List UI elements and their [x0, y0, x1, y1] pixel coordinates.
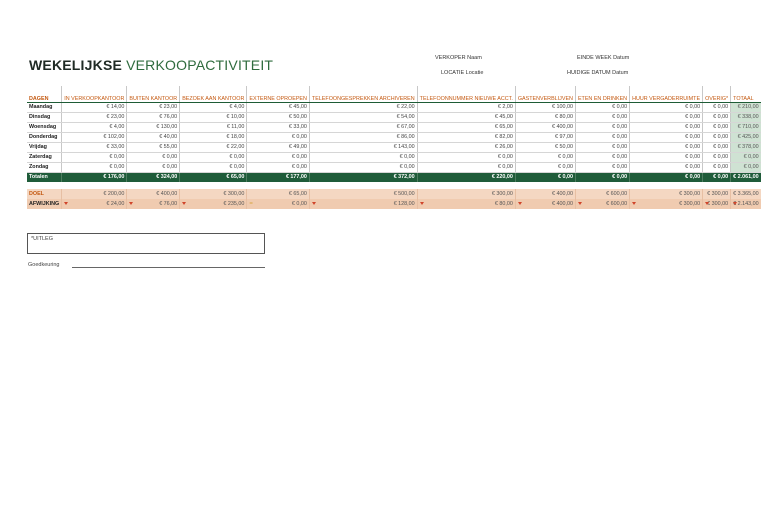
notes-box[interactable]: [27, 233, 265, 254]
table-cell[interactable]: € 0,00: [515, 152, 575, 162]
deviation-value: € 300,00: [679, 201, 701, 207]
title-rest: VERKOOPACTIVITEIT: [126, 57, 274, 73]
deviation-value: € 300,00: [707, 201, 729, 207]
table-row: [27, 122, 761, 132]
title-bold: WEKELIJKSE: [29, 57, 123, 73]
table-cell[interactable]: € 0,00: [630, 142, 703, 152]
salesperson-label: VERKOPER: [435, 55, 466, 61]
row-total-cell: € 210,00: [731, 102, 761, 112]
salesperson-value: Naam: [467, 55, 482, 61]
location-field[interactable]: [441, 70, 483, 76]
week-end-value: Datum: [613, 55, 630, 61]
goal-cell[interactable]: € 300,00: [703, 189, 731, 199]
table-cell[interactable]: € 49,00: [247, 142, 310, 152]
row-day-label: Zondag: [27, 162, 62, 172]
down-arrow-icon: [64, 202, 68, 205]
totals-row: [27, 172, 761, 182]
spacer-cell: [27, 182, 761, 189]
table-row: [27, 102, 761, 112]
goal-total-cell: € 3.365,00: [731, 189, 761, 199]
goal-cell[interactable]: € 300,00: [630, 189, 703, 199]
table-row: [27, 112, 761, 122]
row-total-cell: € 0,00: [731, 162, 761, 172]
table-cell[interactable]: € 0,00: [703, 132, 731, 142]
deviation-cell: [180, 199, 247, 209]
location-value: Locatie: [465, 70, 484, 76]
table-cell[interactable]: € 0,00: [247, 162, 310, 172]
goal-cell[interactable]: € 300,00: [417, 189, 515, 199]
table-cell[interactable]: € 0,00: [417, 152, 515, 162]
down-arrow-icon: [632, 202, 636, 205]
table-cell[interactable]: € 0,00: [62, 152, 127, 162]
table-cell[interactable]: € 0,00: [62, 162, 127, 172]
down-arrow-icon: [420, 202, 424, 205]
current-date-value: Datum: [612, 70, 629, 76]
table-cell[interactable]: € 0,00: [630, 102, 703, 112]
goal-cell[interactable]: € 400,00: [515, 189, 575, 199]
goal-cell[interactable]: € 500,00: [309, 189, 417, 199]
table-cell[interactable]: € 0,00: [703, 162, 731, 172]
table-cell[interactable]: € 0,00: [575, 142, 629, 152]
deviation-row: [27, 199, 761, 209]
goal-row: [27, 189, 761, 199]
grand-total-cell: € 2.061,00: [731, 172, 761, 182]
deviation-label: AFWIJKING: [27, 199, 62, 209]
current-date-label: HUIDIGE DATUM: [567, 70, 611, 76]
table-cell[interactable]: € 0,00: [575, 112, 629, 122]
deviation-value: € 76,00: [159, 201, 178, 207]
table-cell[interactable]: € 0,00: [575, 122, 629, 132]
table-cell[interactable]: € 0,00: [630, 112, 703, 122]
table-cell[interactable]: € 143,00: [309, 142, 417, 152]
table-cell[interactable]: € 130,00: [127, 122, 180, 132]
table-row: [27, 162, 761, 172]
row-day-label: Dinsdag: [27, 112, 62, 122]
goal-cell[interactable]: € 300,00: [180, 189, 247, 199]
spacer-row: [27, 182, 761, 189]
table-cell[interactable]: € 86,00: [309, 132, 417, 142]
table-cell[interactable]: € 23,00: [127, 102, 180, 112]
totals-cell: € 176,00: [62, 172, 127, 182]
table-cell[interactable]: € 0,00: [417, 162, 515, 172]
table-cell[interactable]: € 0,00: [247, 132, 310, 142]
goal-label: DOEL: [27, 189, 62, 199]
table-cell[interactable]: € 0,00: [575, 152, 629, 162]
table-cell[interactable]: € 22,00: [309, 102, 417, 112]
table-row: [27, 132, 761, 142]
row-day-label: Vrijdag: [27, 142, 62, 152]
table-cell[interactable]: € 55,00: [127, 142, 180, 152]
down-arrow-icon: [733, 202, 737, 205]
totals-cell: € 0,00: [703, 172, 731, 182]
table-cell[interactable]: € 0,00: [630, 122, 703, 132]
deviation-value: € 24,00: [106, 201, 125, 207]
column-header: BEZOEK AAN KANTOOR: [180, 86, 247, 102]
table-cell[interactable]: € 45,00: [247, 102, 310, 112]
table-cell[interactable]: € 0,00: [180, 152, 247, 162]
table-cell[interactable]: € 0,00: [127, 152, 180, 162]
column-header: TELEFOONNUMMER NIEUWE ACCT.: [417, 86, 515, 102]
totals-cell: € 372,00: [309, 172, 417, 182]
header-row: [27, 86, 761, 102]
table-cell[interactable]: € 33,00: [247, 122, 310, 132]
table-cell[interactable]: € 0,00: [703, 102, 731, 112]
table-cell[interactable]: € 82,00: [417, 132, 515, 142]
deviation-cell: [247, 199, 310, 209]
deviation-cell: [417, 199, 515, 209]
totals-cell: € 324,00: [127, 172, 180, 182]
table-cell[interactable]: € 0,00: [703, 142, 731, 152]
deviation-total-value: € 2.143,00: [733, 201, 759, 207]
deviation-value: € 235,00: [223, 201, 245, 207]
row-total-cell: € 378,00: [731, 142, 761, 152]
table-cell[interactable]: € 23,00: [62, 112, 127, 122]
table-cell[interactable]: € 0,00: [127, 162, 180, 172]
goal-cell[interactable]: € 600,00: [575, 189, 629, 199]
table-cell[interactable]: € 45,00: [417, 112, 515, 122]
table-cell[interactable]: € 0,00: [703, 112, 731, 122]
table-cell[interactable]: € 50,00: [247, 112, 310, 122]
table-cell[interactable]: € 22,00: [180, 142, 247, 152]
week-end-label: EINDE WEEK: [577, 55, 612, 61]
table-cell[interactable]: € 80,00: [515, 112, 575, 122]
down-arrow-icon: [705, 202, 709, 205]
row-total-cell: € 338,00: [731, 112, 761, 122]
table-cell[interactable]: € 50,00: [515, 142, 575, 152]
down-arrow-icon: [312, 202, 316, 205]
deviation-cell: [630, 199, 703, 209]
deviation-cell: [127, 199, 180, 209]
table-cell[interactable]: € 10,00: [180, 112, 247, 122]
location-label: LOCATIE: [441, 70, 465, 76]
table-cell[interactable]: € 40,00: [127, 132, 180, 142]
table-cell[interactable]: € 0,00: [703, 152, 731, 162]
table-cell[interactable]: € 67,00: [309, 122, 417, 132]
deviation-value: € 400,00: [551, 201, 573, 207]
totals-cell: € 0,00: [575, 172, 629, 182]
table-cell[interactable]: € 0,00: [630, 132, 703, 142]
table-cell[interactable]: € 97,00: [515, 132, 575, 142]
down-arrow-icon: [578, 202, 582, 205]
table-cell[interactable]: € 2,00: [417, 102, 515, 112]
table-cell[interactable]: € 0,00: [630, 152, 703, 162]
goal-cell[interactable]: € 400,00: [127, 189, 180, 199]
column-header-total: TOTAAL: [731, 86, 761, 102]
row-day-label: Maandag: [27, 102, 62, 112]
down-arrow-icon: [182, 202, 186, 205]
deviation-cell: [575, 199, 629, 209]
column-header: ETEN EN DRINKEN: [575, 86, 629, 102]
row-total-cell: € 0,00: [731, 152, 761, 162]
table-row: [27, 152, 761, 162]
deviation-cell: [309, 199, 417, 209]
table-cell[interactable]: € 0,00: [309, 152, 417, 162]
table-cell[interactable]: € 11,00: [180, 122, 247, 132]
page-title: [29, 57, 273, 73]
salesperson-field[interactable]: [435, 55, 482, 61]
deviation-cell: [703, 199, 731, 209]
table-cell[interactable]: € 0,00: [703, 122, 731, 132]
approval-label: Goedkeuring: [28, 262, 60, 268]
totals-cell: € 0,00: [630, 172, 703, 182]
totals-label: Totalen: [27, 172, 62, 182]
table-cell[interactable]: € 0,00: [575, 102, 629, 112]
deviation-value: € 128,00: [393, 201, 415, 207]
row-day-label: Woensdag: [27, 122, 62, 132]
deviation-value: € 80,00: [494, 201, 513, 207]
column-header: HUUR VERGADERRUIMTE: [630, 86, 703, 102]
row-total-cell: € 710,00: [731, 122, 761, 132]
goal-cell[interactable]: € 200,00: [62, 189, 127, 199]
down-arrow-icon: [129, 202, 133, 205]
deviation-value: € 600,00: [606, 201, 628, 207]
column-header-days: DAGEN: [27, 86, 62, 102]
column-header: EXTERNE OPROEPEN: [247, 86, 310, 102]
table-cell[interactable]: € 0,00: [247, 152, 310, 162]
week-end-field[interactable]: [577, 55, 629, 61]
approval-signature-line[interactable]: [72, 267, 265, 268]
notes-label: *UITLEG: [31, 236, 54, 242]
sales-activity-table: [27, 86, 761, 209]
table-row: [27, 142, 761, 152]
table-cell[interactable]: € 0,00: [575, 162, 629, 172]
table-cell[interactable]: € 0,00: [575, 132, 629, 142]
row-day-label: Zaterdag: [27, 152, 62, 162]
down-arrow-icon: [518, 202, 522, 205]
deviation-value: € 0,00: [291, 201, 307, 207]
table-cell[interactable]: € 33,00: [62, 142, 127, 152]
column-header: IN VERKOOPKANTOOR: [62, 86, 127, 102]
deviation-cell: [62, 199, 127, 209]
current-date-field[interactable]: [567, 70, 628, 76]
column-header: TELEFOONGESPREKKEN ARCHIVEREN: [309, 86, 417, 102]
totals-cell: € 220,00: [417, 172, 515, 182]
table-cell[interactable]: € 65,00: [417, 122, 515, 132]
table-cell[interactable]: € 26,00: [417, 142, 515, 152]
table-cell[interactable]: € 4,00: [180, 102, 247, 112]
table-cell[interactable]: € 0,00: [309, 162, 417, 172]
goal-cell[interactable]: € 65,00: [247, 189, 310, 199]
table-cell[interactable]: € 18,00: [180, 132, 247, 142]
table-cell[interactable]: € 0,00: [515, 162, 575, 172]
column-header: GASTENVERBLIJVEN: [515, 86, 575, 102]
table-cell[interactable]: € 0,00: [630, 162, 703, 172]
table-cell[interactable]: € 100,00: [515, 102, 575, 112]
totals-cell: € 0,00: [515, 172, 575, 182]
deviation-cell: [515, 199, 575, 209]
table-cell[interactable]: € 0,00: [180, 162, 247, 172]
table-cell[interactable]: € 102,00: [62, 132, 127, 142]
column-header: OVERIG*: [703, 86, 731, 102]
totals-cell: € 65,00: [180, 172, 247, 182]
column-header: BUITEN KANTOOR: [127, 86, 180, 102]
table-cell[interactable]: € 400,00: [515, 122, 575, 132]
totals-cell: € 177,00: [247, 172, 310, 182]
equal-indicator-icon: =: [249, 201, 253, 207]
row-total-cell: € 425,00: [731, 132, 761, 142]
table-cell[interactable]: € 4,00: [62, 122, 127, 132]
table-cell[interactable]: € 76,00: [127, 112, 180, 122]
row-day-label: Donderdag: [27, 132, 62, 142]
deviation-total-cell: [731, 199, 761, 209]
table-cell[interactable]: € 54,00: [309, 112, 417, 122]
table-cell[interactable]: € 14,00: [62, 102, 127, 112]
